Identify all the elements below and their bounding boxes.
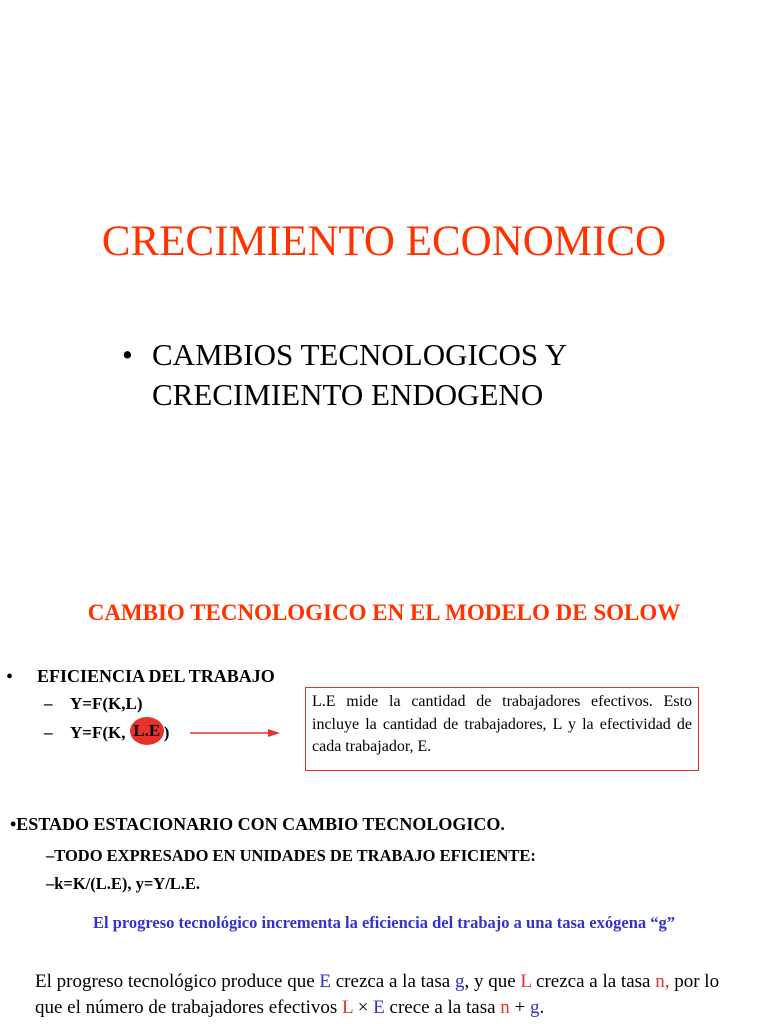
text-segment: por lo que el número de trabajadores efectivos (35, 971, 720, 1018)
equation-2-prefix: Y=F(K, (70, 723, 130, 742)
dash-marker: – (44, 694, 53, 713)
variable-g: g (530, 997, 540, 1018)
efficiency-bullet-marker: • (6, 666, 14, 688)
text-segment: crezca a la tasa (331, 971, 455, 992)
variable-L: L (520, 971, 532, 992)
text-segment: , y que (464, 971, 521, 992)
equation-2-suffix: ) (163, 723, 170, 742)
progress-statement: El progreso tecnológico incrementa la eficiencia del trabajo a una tasa exógena “g” (92, 913, 675, 932)
steady-state-line-2: –k=K/(L.E), y=Y/L.E. (46, 874, 201, 893)
variable-n: n, (655, 971, 670, 992)
equation-2 (70, 723, 169, 745)
equation-1: Y=F(K,L) (70, 694, 143, 713)
text-segment: . (539, 997, 545, 1018)
variable-E: E (319, 971, 331, 992)
variable-L: L (342, 997, 353, 1018)
efficiency-title: EFICIENCIA DEL TRABAJO (37, 666, 275, 686)
page-title: CRECIMIENTO ECONOMICO (101, 218, 667, 265)
text-segment: crezca a la tasa (531, 971, 656, 992)
final-paragraph (35, 969, 735, 1021)
subtitle-line-1: CAMBIOS TECNOLOGICOS Y (152, 337, 568, 372)
bullet-marker: • (122, 337, 133, 372)
steady-state-line-1: –TODO EXPRESADO EN UNIDADES DE TRABAJO EFICIENTE: (46, 846, 536, 865)
plus-symbol: + (509, 997, 530, 1018)
variable-g: g (454, 971, 465, 992)
text-segment: El progreso tecnológico produce que (35, 971, 320, 992)
subtitle-line-2: CRECIMIENTO ENDOGENO (152, 377, 544, 412)
steady-state-title: •ESTADO ESTACIONARIO CON CAMBIO TECNOLOGICO. (10, 814, 505, 834)
dash-marker: – (44, 723, 53, 742)
subtitle-text (152, 335, 672, 415)
times-symbol: × (352, 997, 374, 1018)
variable-n: n (500, 997, 510, 1018)
arrow-right-icon (190, 727, 280, 739)
section-heading: CAMBIO TECNOLOGICO EN EL MODELO DE SOLOW (87, 600, 681, 625)
definition-box: L.E mide la cantidad de trabajadores efectivos. Esto incluye la cantidad de trabajadores, L y la efectividad de cada trabajador, E. (305, 687, 699, 771)
text-segment: crece a la tasa (384, 997, 501, 1018)
highlight-circle: L.E (130, 717, 164, 745)
variable-E: E (373, 997, 385, 1018)
